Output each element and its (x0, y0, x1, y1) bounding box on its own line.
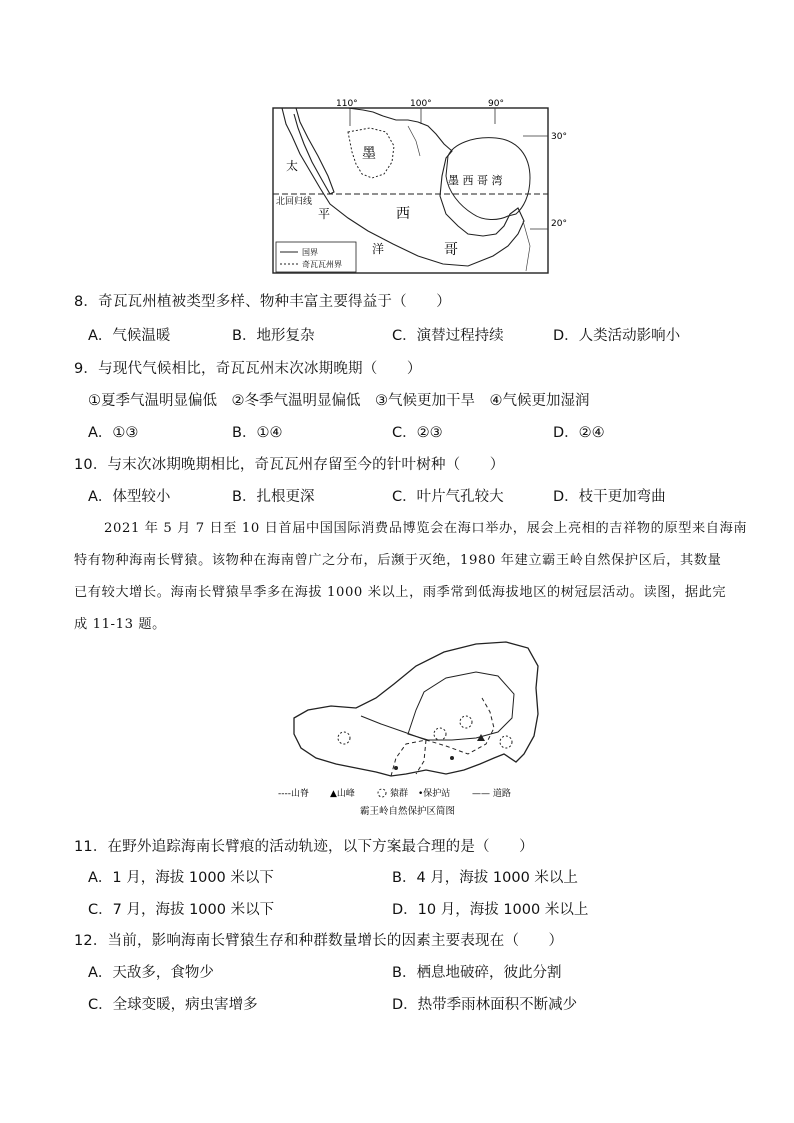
q8-option-c[interactable]: C．演替过程持续 (392, 328, 504, 344)
q8-stem: 8．奇瓦瓦州植被类型多样、物种丰富主要得益于（ ） (74, 294, 451, 310)
q10-option-d[interactable]: D．枝干更加弯曲 (553, 489, 666, 505)
gibbon-group (460, 716, 472, 728)
q9-option-d[interactable]: D．②④ (553, 425, 605, 441)
legend-group-icon (378, 789, 386, 797)
q8-option-a[interactable]: A．气候温暖 (88, 328, 171, 344)
mexico-map (268, 96, 568, 276)
passage-line-2: 特有物种海南长臂猿。该物种在海南曾广之分布，后濒于灭绝，1980 年建立霸王岭自然保护区后，其数量 (74, 553, 722, 568)
q12-option-a[interactable]: A．天敌多，食物少 (88, 965, 214, 981)
q11-option-a[interactable]: A．1 月，海拔 1000 米以下 (88, 870, 274, 886)
legend-chihuahua: 奇瓦瓦州界 (302, 260, 342, 269)
q10-stem: 10．与末次冰期晚期相比，奇瓦瓦州存留至今的针叶树种（ ） (74, 457, 505, 473)
q8-option-b[interactable]: B．地形复杂 (232, 328, 315, 344)
q9-option-b[interactable]: B．①④ (232, 425, 283, 441)
label-tropic: 北回归线 (276, 197, 313, 207)
q9-stem: 9．与现代气候相比，奇瓦瓦州末次冰期晚期（ ） (74, 361, 422, 377)
road-line (361, 716, 426, 740)
passage-line-1: 2021 年 5 月 7 日至 10 日首届中国国际消费品博览会在海口举办，展会上亮相的吉祥物的原型来自海南 (104, 521, 748, 536)
lon-label-100: 100° (410, 99, 432, 109)
lat-label-20: 20° (551, 219, 567, 229)
legend-station: •保护站 (418, 789, 451, 799)
lat-label-30: 30° (551, 132, 567, 142)
label-tai: 太 (286, 159, 299, 173)
q9-option-c[interactable]: C．②③ (392, 425, 443, 441)
lon-label-110: 110° (336, 99, 358, 109)
label-ge: 哥 (444, 242, 458, 258)
gibbon-group (338, 732, 350, 744)
legend-group: 猿群 (390, 789, 409, 799)
q10-option-a[interactable]: A．体型较小 (88, 489, 171, 505)
legend-peak: ▲山峰 (330, 789, 355, 799)
passage-line-3: 已有较大增长。海南长臂猿旱季多在海拔 1000 米以上，雨季常到低海拔地区的树冠层活动。读图，据此完 (74, 585, 727, 600)
map2-caption: 霸王岭自然保护区简图 (360, 806, 456, 817)
label-xi: 西 (396, 206, 410, 222)
q11-stem: 11．在野外追踪海南长臂痕的活动轨迹，以下方案最合理的是（ ） (74, 839, 534, 855)
q11-option-d[interactable]: D．10 月，海拔 1000 米以上 (392, 902, 589, 918)
q9-statements: ①夏季气温明显偏低 ②冬季气温明显偏低 ③气候更加干旱 ④气候更加湿润 (88, 393, 590, 409)
q12-option-d[interactable]: D．热带季雨林面积不断减少 (392, 997, 578, 1013)
gibbon-group (500, 736, 512, 748)
label-ping: 平 (318, 207, 331, 221)
label-mo: 墨 (362, 146, 376, 162)
q10-option-b[interactable]: B．扎根更深 (232, 489, 315, 505)
legend-ridge: ----山脊 (278, 789, 309, 799)
q11-option-c[interactable]: C．7 月，海拔 1000 米以下 (88, 902, 275, 918)
q12-option-b[interactable]: B．栖息地破碎，彼此分割 (392, 965, 562, 981)
q12-option-c[interactable]: C．全球变暖，病虫害增多 (88, 997, 258, 1013)
q11-option-b[interactable]: B．4 月，海拔 1000 米以上 (392, 870, 578, 886)
q12-stem: 12．当前，影响海南长臂猿生存和种群数量增长的因素主要表现在（ ） (74, 933, 564, 949)
station-dot (450, 756, 454, 760)
q9-option-a[interactable]: A．①③ (88, 425, 139, 441)
lon-label-90: 90° (488, 99, 504, 109)
q8-option-d[interactable]: D．人类活动影响小 (553, 328, 681, 344)
label-gulf: 墨 西 哥 湾 (448, 174, 503, 187)
inner-region (408, 672, 514, 740)
reserve-map (276, 636, 566, 821)
passage-line-4: 成 11-13 题。 (74, 617, 166, 632)
q10-option-c[interactable]: C．叶片气孔较大 (392, 489, 504, 505)
station-dot (394, 766, 398, 770)
legend-border: 国界 (302, 248, 318, 257)
legend-road: —— 道路 (472, 789, 511, 799)
label-yang: 洋 (372, 242, 385, 256)
gibbon-group (434, 728, 446, 740)
